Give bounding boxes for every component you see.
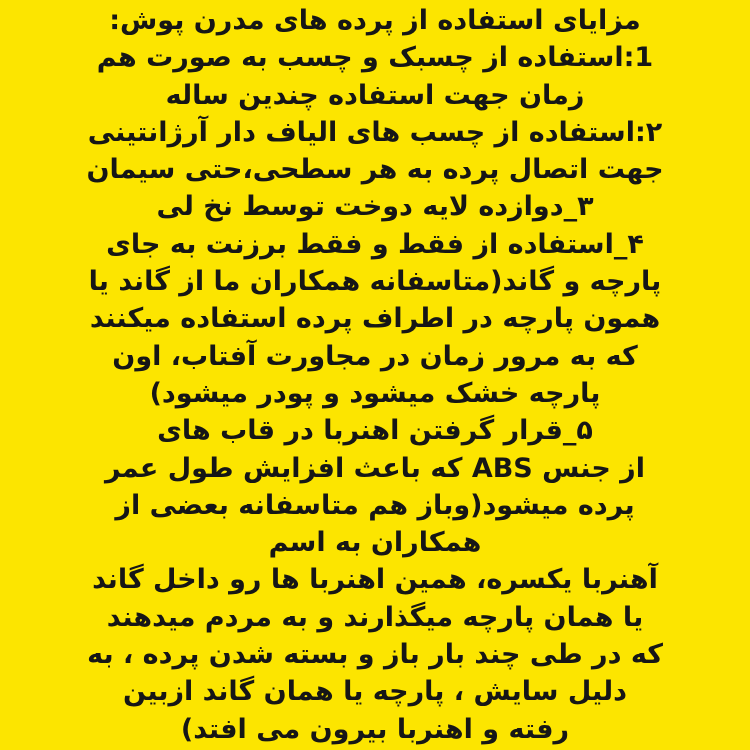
title-line: مزایای استفاده از پرده های مدرن پوش: [109, 5, 641, 36]
text-line: پارچه و گاند(متاسفانه همکاران ما از گاند یا [88, 266, 662, 298]
text-line: زمان جهت استفاده چندین ساله [165, 79, 585, 111]
text-line: جهت اتصال پرده به هر سطحی،حتی سیمان [86, 154, 664, 186]
text-line: که در طی چند بار باز و بسته شدن پرده ، به [87, 639, 663, 671]
post-text [0, 2, 750, 748]
text-line: که به مرور زمان در مجاورت آفتاب، اون [112, 340, 638, 372]
text-line: ۵_قرار گرفتن اهنربا در قاب های [157, 415, 593, 447]
text-line: یا همان پارچه میگذارند و به مردم میدهند [106, 601, 644, 633]
text-line: آهنربا یکسره، همین اهنربا ها رو داخل گاند [92, 564, 658, 596]
text-line: ۲:استفاده از چسب های الیاف دار آرژانتینی [87, 116, 663, 148]
text-line: همکاران به اسم [268, 527, 482, 559]
text-line: رفته و اهنربا بیرون می افتد) [180, 713, 570, 745]
text-line: ۴_استفاده از فقط و فقط برزنت به جای [106, 228, 644, 260]
text-line: از جنس ABS که باعث افزایش طول عمر [105, 452, 645, 484]
text-line: دلیل سایش ، پارچه یا همان گاند ازبین [123, 676, 627, 708]
text-line: پارچه خشک میشود و پودر میشود) [149, 377, 601, 409]
text-line: همون پارچه در اطراف پرده استفاده میکنند [89, 303, 661, 335]
text-line: 1:استفاده از چسبک و چسب به صورت هم [96, 42, 654, 74]
text-line: ۳_دوازده لایه دوخت توسط نخ لی [156, 191, 594, 223]
text-line: پرده میشود(وباز هم متاسفانه بعضی از [115, 489, 635, 521]
